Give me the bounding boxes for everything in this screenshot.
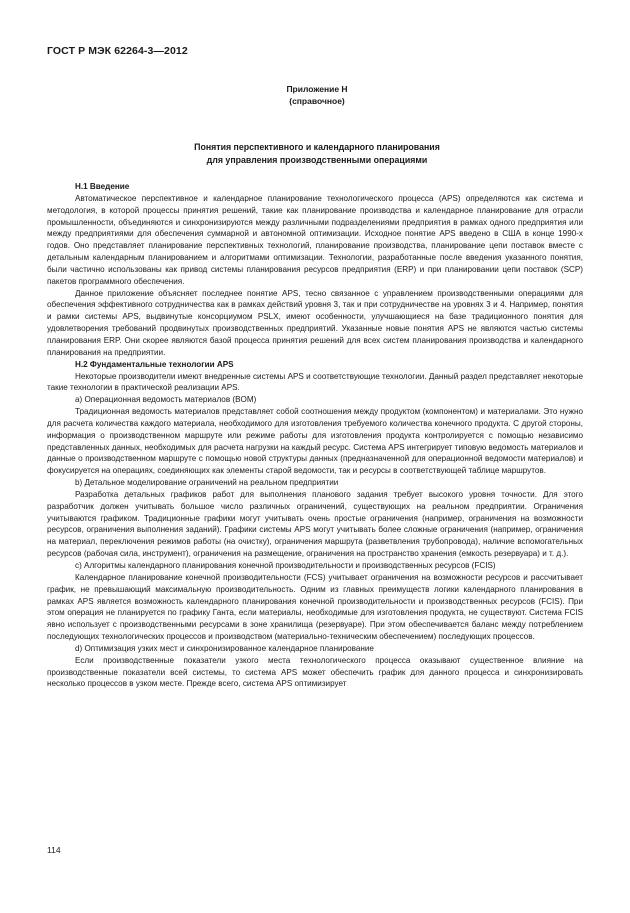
list-item-c: c) Алгоритмы календарного планирования конечной производительности и производственных ресурсов (FCIS) — [75, 561, 496, 570]
paragraph-intro-2: Данное приложение объясняет последнее понятие APS, тесно связанное с управлением производственными операциями для обеспечения эффективного сотрудничества как в рамках действий уровня 3, так и при сотрудничестве на уровнях 3 и 4. Например, понятия и рамки системы APS, выдвинутые консорциумом PSLX, имеют особенности, улучшающиеся на базе традиционного понятия для удовлетворения требований продвинутых производственных предприятий. Указанные новые понятия APS не являются частью системы планирования ERP. Они скорее являются базой процесса принятия решений для всех систем планирования производства и календарного планирования на предприятии. — [47, 288, 583, 357]
section-heading-h1: Н.1 Введение — [75, 182, 130, 191]
paragraph-intro-1: Автоматическое перспективное и календарное планирование технологического процесса (APS) определяются как система и методология, в которой процессы принятия решений, такие как планирование производства и календарное планирование для отрасли промышленности, объединяются и синхронизируются между различными подразделениями предприятия в рамках одного предприятия или между предприятиями для обеспечения суммарной и автономной оптимизации. Исходное понятие APS введено в США в конце 1990-х годов. Оно представляет планирование перспективных технологий, планирование производства, планирование цепи поставок вместе с детальным календарным планированием и алгоритмами оптимизации. Технологии, разработанные после введения указанного понятия, были частично использованы как привод системы планирования ресурсов предприятия (ERP) и при планировании цепи поставок (SCP) пакетов программного обеспечения. — [47, 193, 583, 286]
appendix-title-line-1: Понятия перспективного и календарного планирования — [194, 142, 440, 152]
paragraph-constraints: Разработка детальных графиков работ для выполнения планового задания требует высокого уровня точности. Для этого разработчик должен учитывать большое число различных ограничений, существующих на реальном предприятии. Ограничения учитываются графиком. Традиционные графики могут учитывать очень простые ограничения (например, ограничения на возможности ресурсов, ограничения выполнения заданий). Графики системы APS могут учитывать более сложные ограничения (например, ограничения на материал, переключения режимов работы (на очистку), ограничения маршрута (разветвления трубопровода), наличие вспомогательных ресурсов (рабочая сила, инструмент), ограничения на размещение, ограничения на пространство хранения (емкость резервуара) и т. д.). — [47, 489, 583, 559]
document-body — [47, 181, 583, 690]
paragraph-technologies: Некоторые производители имеют внедренные системы APS и соответствующие технологии. Данный раздел представляет некоторые такие технологии в практической реализации APS. — [47, 371, 583, 393]
section-heading-h2: Н.2 Фундаментальные технологии APS — [75, 359, 234, 369]
paragraph-bom: Традиционная ведомость материалов представляет собой соотношения между продуктом (компонентом) и материалами. Это нужно для расчета количества каждого материала, необходимого для изготовления требуемого количества конечного продукта. С другой стороны, информация о производственном маршруте или режиме работы для изготовления продукта контролируется с помощью независимо представленных данных, необходимых для расчета нагрузки на каждый ресурс. Система APS интегрирует типовую ведомость материалов и данные о производственном маршруте с помощью новой структуры данных (предназначенной для операционной ведомости материалов) и фокусируется на операциях, соединяющих как элементы старой ведомости, так и ресурсы в соответствующей таблице маршрутов. — [47, 407, 583, 476]
paragraph-fcs: Календарное планирование конечной производительности (FCS) учитывает ограничения на возможности ресурсов и рассчитывает график, не превышающий максимальную производительность. Одним из главных преимуществ логики календарного планирования в рамках APS является возможность календарного планирования конечной производительности и производственных ресурсов (FCIS). При этом операция не планируется по графику Ганта, если материалы, необходимые для изготовления продукта, не существуют. Система FCIS явно использует с производственными ресурсами в зоне хранилища (резервуаре). При этом обеспечивается баланс между потреблением последующих технологических процессов и производством (материально-техническим обеспечением) последующих процессов. — [47, 572, 583, 642]
standard-header: ГОСТ Р МЭК 62264-3—2012 — [47, 45, 188, 57]
list-item-d: d) Оптимизация узких мест и синхронизированное календарное планирование — [75, 643, 374, 653]
appendix-title-line-2: для управления производственными операциями — [206, 155, 428, 165]
page-number: 114 — [47, 845, 61, 855]
appendix-type: (справочное) — [289, 96, 345, 106]
appendix-label: Приложение Н — [286, 84, 348, 94]
list-item-b: b) Детальное моделирование ограничений на реальном предприятии — [75, 478, 339, 488]
list-item-a: a) Операционная ведомость материалов (BOM) — [75, 395, 257, 405]
paragraph-bottleneck: Если производственные показатели узкого места технологического процесса оказывают существенное влияние на производственные показатели всей системы, то система APS может обеспечить график для данного процесса и синхронизировать несколько процессов в узком месте. Прежде всего, система APS оптимизирует — [47, 655, 583, 689]
